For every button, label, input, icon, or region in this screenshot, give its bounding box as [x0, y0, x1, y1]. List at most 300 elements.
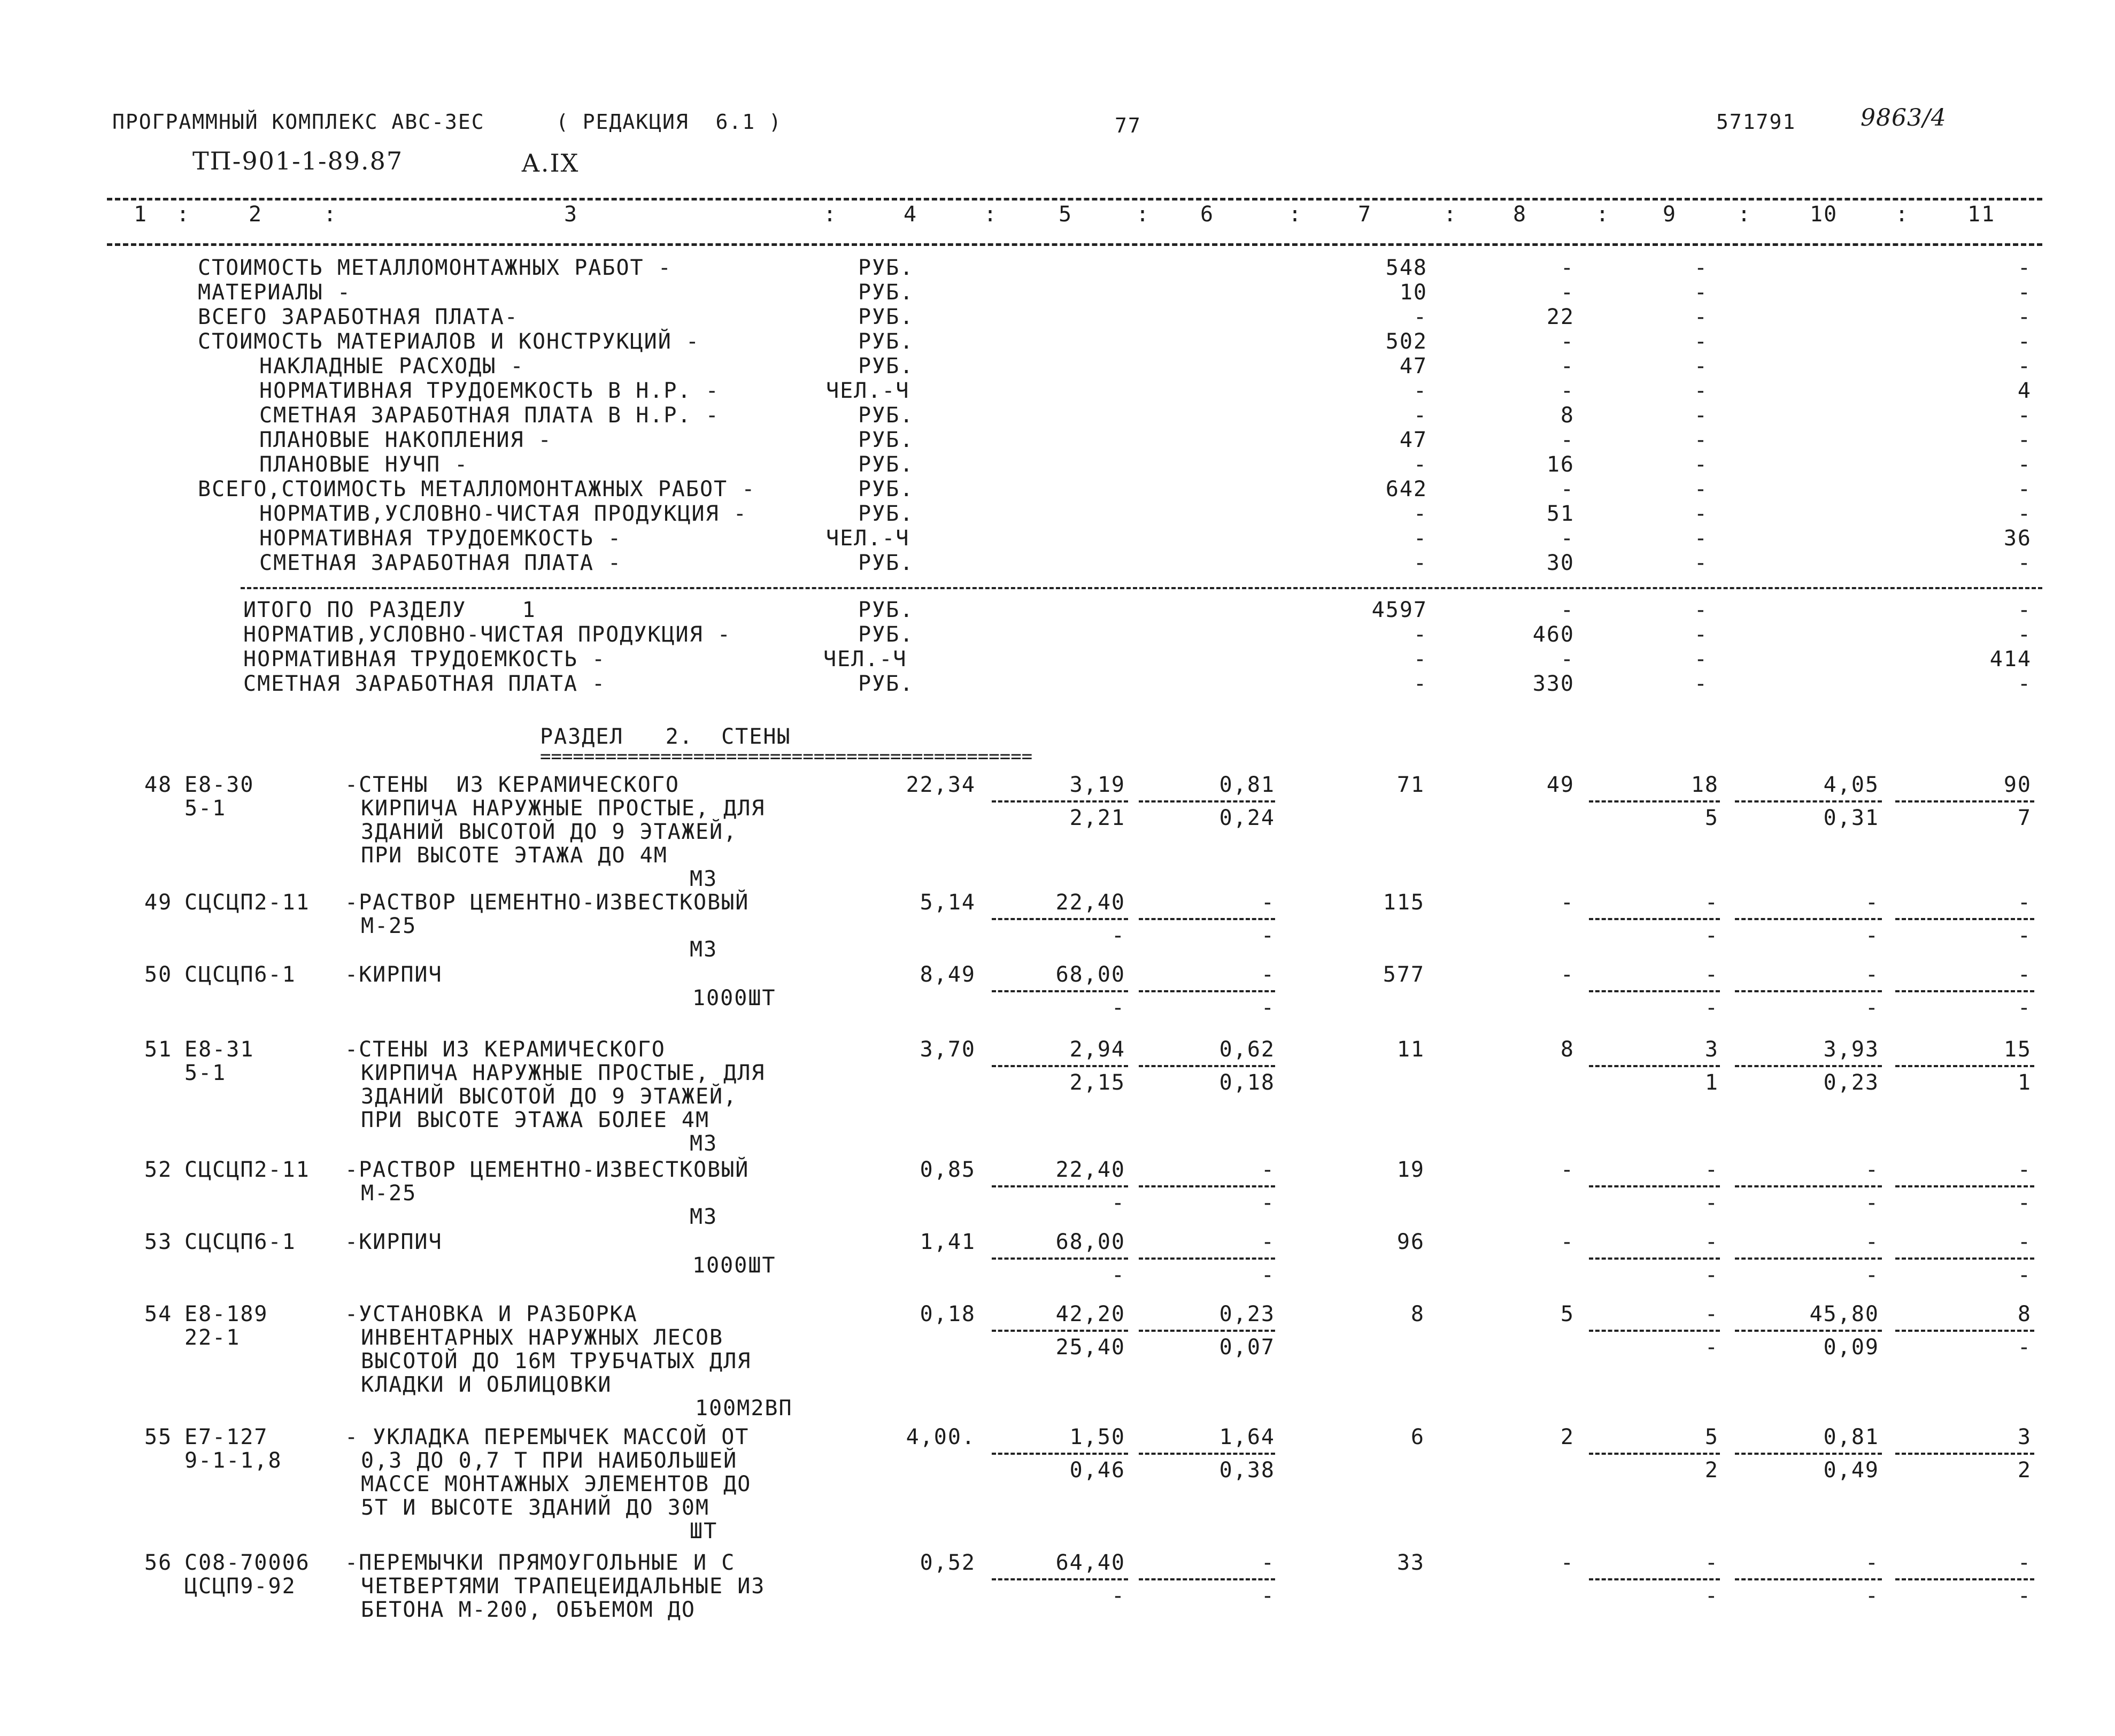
item-col11-lower: - — [2017, 1191, 2032, 1215]
item-col4: 5,14 — [920, 890, 976, 915]
item-col5-lower: - — [1111, 923, 1125, 948]
item-col9: - — [1704, 1550, 1719, 1575]
totals-col8: 330 — [1532, 672, 1574, 696]
summary-unit: РУБ. — [858, 428, 914, 452]
item-description-line: КЛАДКИ И ОБЛИЦОВКИ — [361, 1372, 612, 1397]
summary-label: СМЕТНАЯ ЗАРАБОТНАЯ ПЛАТА - — [259, 551, 622, 575]
item-col9-lower: - — [1704, 1335, 1719, 1360]
totals-col7: - — [1413, 672, 1427, 696]
summary-col7: 10 — [1399, 280, 1427, 305]
item-col11: 3 — [2017, 1425, 2032, 1449]
item-number: 56 — [144, 1550, 173, 1575]
summary-col11: - — [2017, 501, 2032, 526]
value-divider — [1895, 918, 2034, 920]
item-col9-lower: - — [1704, 1263, 1719, 1287]
item-col6: 0,62 — [1219, 1037, 1275, 1062]
totals-unit: РУБ. — [858, 622, 914, 647]
header-bottom-rule — [107, 243, 2042, 246]
totals-separator — [241, 587, 2042, 589]
value-divider — [1589, 1578, 1720, 1580]
summary-unit: РУБ. — [858, 329, 914, 354]
summary-col7: 47 — [1399, 354, 1427, 379]
summary-col7: - — [1413, 305, 1427, 329]
summary-col8: 51 — [1546, 501, 1574, 526]
totals-col9: - — [1694, 598, 1708, 622]
item-col4: 4,00. — [906, 1425, 976, 1449]
value-divider — [1735, 990, 1882, 992]
item-col5: 68,00 — [1055, 1230, 1125, 1254]
item-col11: 15 — [2003, 1037, 2032, 1062]
item-col6: - — [1261, 1550, 1275, 1575]
item-description-line: -КИРПИЧ — [345, 1230, 443, 1254]
item-description-line: 0,3 ДО 0,7 Т ПРИ НАИБОЛЬШЕЙ — [361, 1448, 738, 1473]
value-divider — [1895, 1578, 2034, 1580]
item-col11: - — [2017, 890, 2032, 915]
summary-col8: - — [1560, 477, 1574, 501]
summary-col11: - — [2017, 305, 2032, 329]
item-code: С08-70006 — [184, 1550, 310, 1575]
value-divider — [1139, 918, 1275, 920]
item-col10-lower: - — [1865, 923, 1879, 948]
item-col10-lower: 0,09 — [1823, 1335, 1879, 1360]
summary-col9: - — [1694, 452, 1708, 477]
summary-col8: 30 — [1546, 551, 1574, 575]
totals-label: НОРМАТИВНАЯ ТРУДОЕМКОСТЬ - — [243, 647, 606, 672]
item-description-line: КИРПИЧА НАРУЖНЫЕ ПРОСТЫЕ, ДЛЯ — [361, 796, 766, 821]
totals-col8: - — [1560, 647, 1574, 672]
item-col11-lower: 7 — [2017, 806, 2032, 830]
item-col5-lower: - — [1111, 1263, 1125, 1287]
value-divider — [1139, 1578, 1275, 1580]
value-divider — [1589, 800, 1720, 803]
item-col8: - — [1560, 890, 1574, 915]
item-col9: - — [1704, 962, 1719, 987]
summary-col9: - — [1694, 403, 1708, 428]
value-divider — [1589, 1330, 1720, 1332]
item-col11-lower: - — [2017, 1263, 2032, 1287]
item-description-line: -СТЕНЫ ИЗ КЕРАМИЧЕСКОГО — [345, 1037, 666, 1062]
item-col10-lower: - — [1865, 1584, 1879, 1608]
item-col5-lower: - — [1111, 1584, 1125, 1608]
summary-col11: - — [2017, 452, 2032, 477]
item-col10: 0,81 — [1823, 1425, 1879, 1449]
totals-label: СМЕТНАЯ ЗАРАБОТНАЯ ПЛАТА - — [243, 672, 606, 696]
totals-unit: РУБ. — [858, 672, 914, 696]
item-col10-lower: - — [1865, 1263, 1879, 1287]
edition-label: ( РЕДАКЦИЯ 6.1 ) — [556, 110, 782, 134]
item-code-secondary: ЦСЦП9-92 — [184, 1574, 296, 1599]
summary-col8: 22 — [1546, 305, 1574, 329]
value-divider — [1139, 1065, 1275, 1067]
summary-col8: - — [1560, 379, 1574, 403]
totals-col11: - — [2017, 598, 2032, 622]
project-number: ТП-901-1-89.87 — [192, 146, 404, 175]
item-col6-lower: 0,18 — [1219, 1070, 1275, 1095]
value-divider — [1139, 990, 1275, 992]
item-number: 55 — [144, 1425, 173, 1449]
item-col5: 68,00 — [1055, 962, 1125, 987]
column-header-11: 11 — [1967, 202, 1996, 227]
item-unit: 100М2ВП — [695, 1396, 793, 1421]
item-col6: 1,64 — [1219, 1425, 1275, 1449]
summary-col11: 4 — [2017, 379, 2032, 403]
item-description-line: ИНВЕНТАРНЫХ НАРУЖНЫХ ЛЕСОВ — [361, 1325, 724, 1350]
item-col9: 3 — [1704, 1037, 1719, 1062]
value-divider — [1735, 1453, 1882, 1455]
summary-col7: 502 — [1385, 329, 1427, 354]
value-divider — [992, 1185, 1128, 1187]
value-divider — [1895, 800, 2034, 803]
summary-col7: 548 — [1385, 256, 1427, 280]
item-code: Е7-127 — [184, 1425, 268, 1449]
item-col6-lower: - — [1261, 1263, 1275, 1287]
item-col5-lower: - — [1111, 996, 1125, 1020]
summary-unit: ЧЕЛ.-Ч — [826, 379, 910, 403]
item-col9: - — [1704, 890, 1719, 915]
item-unit: М3 — [690, 1131, 718, 1156]
section-underline: ============================================= — [540, 746, 1033, 767]
summary-col7: 47 — [1399, 428, 1427, 452]
item-col4: 1,41 — [920, 1230, 976, 1254]
item-description-line: М-25 — [361, 914, 417, 938]
summary-unit: РУБ. — [858, 403, 914, 428]
summary-unit: РУБ. — [858, 354, 914, 379]
totals-col11: - — [2017, 672, 2032, 696]
item-description-line: КИРПИЧА НАРУЖНЫЕ ПРОСТЫЕ, ДЛЯ — [361, 1061, 766, 1085]
item-col8: - — [1560, 1158, 1574, 1182]
item-code-secondary: 22-1 — [184, 1325, 241, 1350]
column-header-10: 10 — [1810, 202, 1838, 227]
value-divider — [1735, 800, 1882, 803]
item-col6-lower: 0,24 — [1219, 806, 1275, 830]
value-divider — [1589, 918, 1720, 920]
summary-col9: - — [1694, 501, 1708, 526]
item-col11: 8 — [2017, 1302, 2032, 1326]
item-col6: - — [1261, 962, 1275, 987]
item-col9-lower: - — [1704, 923, 1719, 948]
item-code: Е8-189 — [184, 1302, 268, 1326]
item-number: 51 — [144, 1037, 173, 1062]
totals-unit: РУБ. — [858, 598, 914, 622]
summary-label: НАКЛАДНЫЕ РАСХОДЫ - — [259, 354, 524, 379]
item-description-line: -ПЕРЕМЫЧКИ ПРЯМОУГОЛЬНЫЕ И С — [345, 1550, 736, 1575]
item-col5-lower: 25,40 — [1055, 1335, 1125, 1360]
item-col11: 90 — [2003, 773, 2032, 797]
item-description-line: 5Т И ВЫСОТЕ ЗДАНИЙ ДО 30М — [361, 1495, 710, 1520]
item-col7: 11 — [1396, 1037, 1425, 1062]
item-col9-lower: - — [1704, 1191, 1719, 1215]
summary-label: ПЛАНОВЫЕ НАКОПЛЕНИЯ - — [259, 428, 552, 452]
value-divider — [1139, 800, 1275, 803]
totals-label: ИТОГО ПО РАЗДЕЛУ 1 — [243, 598, 536, 622]
summary-label: НОРМАТИВНАЯ ТРУДОЕМКОСТЬ - — [259, 526, 622, 551]
item-col8: - — [1560, 1230, 1574, 1254]
value-divider — [1735, 1578, 1882, 1580]
item-description-line: -КИРПИЧ — [345, 962, 443, 987]
summary-label: СТОИМОСТЬ МАТЕРИАЛОВ И КОНСТРУКЦИЙ - — [198, 329, 700, 354]
item-unit: ШТ — [690, 1519, 718, 1544]
item-description-line: БЕТОНА М-200, ОБЪЕМОМ ДО — [361, 1598, 696, 1622]
value-divider — [992, 1257, 1128, 1260]
item-col11-lower: - — [2017, 1584, 2032, 1608]
item-col6: 0,23 — [1219, 1302, 1275, 1326]
value-divider — [992, 990, 1128, 992]
item-col11: - — [2017, 1230, 2032, 1254]
item-code-secondary: 5-1 — [184, 796, 227, 821]
value-divider — [992, 1330, 1128, 1332]
item-col6-lower: - — [1261, 1191, 1275, 1215]
item-col11-lower: - — [2017, 1335, 2032, 1360]
summary-col7: - — [1413, 452, 1427, 477]
item-col9: - — [1704, 1302, 1719, 1326]
column-header-7: 7 — [1358, 202, 1372, 227]
item-number: 54 — [144, 1302, 173, 1326]
item-description-line: ВЫСОТОЙ ДО 16М ТРУБЧАТЫХ ДЛЯ — [361, 1349, 752, 1374]
item-col7: 71 — [1396, 773, 1425, 797]
item-col9: - — [1704, 1158, 1719, 1182]
column-separator: : — [1444, 202, 1458, 227]
item-code: Е8-31 — [184, 1037, 254, 1062]
item-col4: 0,85 — [920, 1158, 976, 1182]
summary-col8: - — [1560, 329, 1574, 354]
value-divider — [1139, 1453, 1275, 1455]
summary-col9: - — [1694, 256, 1708, 280]
column-separator: : — [1288, 202, 1303, 227]
value-divider — [1735, 1185, 1882, 1187]
item-col5: 64,40 — [1055, 1550, 1125, 1575]
item-unit: М3 — [690, 937, 718, 962]
summary-col8: - — [1560, 526, 1574, 551]
item-col7: 577 — [1383, 962, 1425, 987]
item-description-line: ЗДАНИЙ ВЫСОТОЙ ДО 9 ЭТАЖЕЙ, — [361, 820, 738, 844]
value-divider — [1895, 1185, 2034, 1187]
value-divider — [1735, 918, 1882, 920]
totals-col9: - — [1694, 672, 1708, 696]
item-col8: 8 — [1560, 1037, 1574, 1062]
header-top-rule — [107, 198, 2042, 200]
totals-col9: - — [1694, 647, 1708, 672]
item-col10-lower: 0,31 — [1823, 806, 1879, 830]
item-col5-lower: 2,21 — [1069, 806, 1125, 830]
item-col9-lower: - — [1704, 996, 1719, 1020]
item-col6-lower: 0,38 — [1219, 1458, 1275, 1483]
value-divider — [1589, 1065, 1720, 1067]
item-description-line: ЧЕТВЕРТЯМИ ТРАПЕЦЕИДАЛЬНЫЕ ИЗ — [361, 1574, 766, 1599]
summary-label: НОРМАТИВ,УСЛОВНО-ЧИСТАЯ ПРОДУКЦИЯ - — [259, 501, 747, 526]
item-col5-lower: - — [1111, 1191, 1125, 1215]
summary-unit: РУБ. — [858, 280, 914, 305]
column-header-4: 4 — [904, 202, 918, 227]
value-divider — [1139, 1185, 1275, 1187]
summary-unit: ЧЕЛ.-Ч — [826, 526, 910, 551]
item-number: 49 — [144, 890, 173, 915]
item-col10-lower: - — [1865, 1191, 1879, 1215]
item-description-line: МАССЕ МОНТАЖНЫХ ЭЛЕМЕНТОВ ДО — [361, 1472, 752, 1496]
summary-col9: - — [1694, 428, 1708, 452]
item-unit: 1000ШТ — [692, 1253, 776, 1278]
value-divider — [992, 800, 1128, 803]
column-header-5: 5 — [1059, 202, 1073, 227]
item-description-line: -СТЕНЫ ИЗ КЕРАМИЧЕСКОГО — [345, 773, 680, 797]
totals-col9: - — [1694, 622, 1708, 647]
item-col10: 3,93 — [1823, 1037, 1879, 1062]
item-unit: М3 — [690, 867, 718, 891]
column-header-8: 8 — [1513, 202, 1527, 227]
column-separator: : — [176, 202, 191, 227]
item-col10-lower: 0,23 — [1823, 1070, 1879, 1095]
page-number: 77 — [1115, 114, 1141, 137]
item-col6-lower: 0,07 — [1219, 1335, 1275, 1360]
section-title: РАЗДЕЛ 2. СТЕНЫ — [540, 724, 791, 749]
item-col10: - — [1865, 1230, 1879, 1254]
item-col6: - — [1261, 1158, 1275, 1182]
item-col5: 22,40 — [1055, 890, 1125, 915]
summary-col9: - — [1694, 280, 1708, 305]
item-col8: - — [1560, 962, 1574, 987]
value-divider — [992, 1578, 1128, 1580]
item-col9: 18 — [1691, 773, 1719, 797]
item-col10: - — [1865, 1158, 1879, 1182]
totals-col8: - — [1560, 598, 1574, 622]
column-separator: : — [323, 202, 338, 227]
summary-col7: - — [1413, 403, 1427, 428]
item-col7: 33 — [1396, 1550, 1425, 1575]
item-description-line: - УКЛАДКА ПЕРЕМЫЧЕК МАССОЙ ОТ — [345, 1425, 750, 1449]
item-col9-lower: 2 — [1704, 1458, 1719, 1483]
summary-col9: - — [1694, 477, 1708, 501]
item-code: СЦСЦП2-11 — [184, 890, 310, 915]
summary-col9: - — [1694, 526, 1708, 551]
item-description-line: ПРИ ВЫСОТЕ ЭТАЖА ДО 4М — [361, 843, 668, 868]
item-col10: - — [1865, 1550, 1879, 1575]
document-code: 571791 — [1716, 110, 1796, 134]
totals-col7: 4597 — [1371, 598, 1427, 622]
item-col10: - — [1865, 962, 1879, 987]
summary-unit: РУБ. — [858, 477, 914, 501]
item-col8: 2 — [1560, 1425, 1574, 1449]
value-divider — [1895, 990, 2034, 992]
summary-unit: РУБ. — [858, 305, 914, 329]
item-description-line: ПРИ ВЫСОТЕ ЭТАЖА БОЛЕЕ 4М — [361, 1108, 710, 1132]
value-divider — [1735, 1330, 1882, 1332]
item-code-secondary: 5-1 — [184, 1061, 227, 1085]
item-description-line: М-25 — [361, 1181, 417, 1206]
item-col7: 96 — [1396, 1230, 1425, 1254]
summary-col7: - — [1413, 526, 1427, 551]
item-description-line: -УСТАНОВКА И РАЗБОРКА — [345, 1302, 638, 1326]
column-separator: : — [984, 202, 998, 227]
summary-col7: - — [1413, 501, 1427, 526]
item-col4: 3,70 — [920, 1037, 976, 1062]
column-header-1: 1 — [134, 202, 148, 227]
summary-col7: - — [1413, 551, 1427, 575]
column-separator: : — [1596, 202, 1610, 227]
summary-unit: РУБ. — [858, 452, 914, 477]
item-col5: 22,40 — [1055, 1158, 1125, 1182]
item-number: 52 — [144, 1158, 173, 1182]
value-divider — [1895, 1257, 2034, 1260]
item-col8: 49 — [1546, 773, 1574, 797]
item-col7: 115 — [1383, 890, 1425, 915]
item-col6-lower: - — [1261, 1584, 1275, 1608]
totals-col8: 460 — [1532, 622, 1574, 647]
item-number: 50 — [144, 962, 173, 987]
summary-col11: - — [2017, 428, 2032, 452]
item-col4: 0,18 — [920, 1302, 976, 1326]
column-header-2: 2 — [249, 202, 263, 227]
summary-col11: - — [2017, 329, 2032, 354]
totals-col11: 414 — [1989, 647, 2032, 672]
item-col5: 3,19 — [1069, 773, 1125, 797]
summary-col8: - — [1560, 354, 1574, 379]
item-code-secondary: 9-1-1,8 — [184, 1448, 282, 1473]
item-col9: 5 — [1704, 1425, 1719, 1449]
item-number: 53 — [144, 1230, 173, 1254]
item-col11-lower: 2 — [2017, 1458, 2032, 1483]
column-separator: : — [823, 202, 838, 227]
summary-label: МАТЕРИАЛЫ - — [198, 280, 351, 305]
value-divider — [1589, 1453, 1720, 1455]
item-col7: 8 — [1410, 1302, 1425, 1326]
summary-unit: РУБ. — [858, 501, 914, 526]
summary-col7: 642 — [1385, 477, 1427, 501]
item-col5-lower: 0,46 — [1069, 1458, 1125, 1483]
summary-col9: - — [1694, 305, 1708, 329]
album-number: А.IX — [521, 149, 580, 178]
summary-col11: - — [2017, 477, 2032, 501]
item-col4: 22,34 — [906, 773, 976, 797]
item-col4: 0,52 — [920, 1550, 976, 1575]
item-col5: 42,20 — [1055, 1302, 1125, 1326]
value-divider — [1735, 1065, 1882, 1067]
value-divider — [1589, 1185, 1720, 1187]
item-col5: 2,94 — [1069, 1037, 1125, 1062]
item-description-line: -РАСТВОР ЦЕМЕНТНО-ИЗВЕСТКОВЫЙ — [345, 890, 750, 915]
value-divider — [992, 918, 1128, 920]
summary-label: ВСЕГО,СТОИМОСТЬ МЕТАЛЛОМОНТАЖНЫХ РАБОТ - — [198, 477, 756, 501]
value-divider — [1895, 1065, 2034, 1067]
value-divider — [1139, 1330, 1275, 1332]
summary-col9: - — [1694, 379, 1708, 403]
column-header-9: 9 — [1663, 202, 1677, 227]
item-col6: - — [1261, 890, 1275, 915]
summary-col11: - — [2017, 551, 2032, 575]
item-col9-lower: 1 — [1704, 1070, 1719, 1095]
value-divider — [1735, 1257, 1882, 1260]
value-divider — [1589, 990, 1720, 992]
summary-col9: - — [1694, 551, 1708, 575]
item-col6: - — [1261, 1230, 1275, 1254]
summary-col9: - — [1694, 329, 1708, 354]
item-col5-lower: 2,15 — [1069, 1070, 1125, 1095]
summary-label: ВСЕГО ЗАРАБОТНАЯ ПЛАТА- — [198, 305, 519, 329]
summary-col11: - — [2017, 403, 2032, 428]
item-col9: - — [1704, 1230, 1719, 1254]
item-code: СЦСЦП2-11 — [184, 1158, 310, 1182]
totals-unit: ЧЕЛ.-Ч — [823, 647, 907, 672]
summary-col8: - — [1560, 428, 1574, 452]
totals-label: НОРМАТИВ,УСЛОВНО-ЧИСТАЯ ПРОДУКЦИЯ - — [243, 622, 731, 647]
summary-label: СМЕТНАЯ ЗАРАБОТНАЯ ПЛАТА В Н.Р. - — [259, 403, 720, 428]
summary-col8: - — [1560, 280, 1574, 305]
item-col6: 0,81 — [1219, 773, 1275, 797]
item-col11: - — [2017, 962, 2032, 987]
item-code: СЦСЦП6-1 — [184, 1230, 296, 1254]
summary-unit: РУБ. — [858, 551, 914, 575]
program-title: ПРОГРАММНЫЙ КОМПЛЕКС АВС-3ЕС — [112, 110, 485, 134]
summary-col8: 16 — [1546, 452, 1574, 477]
handwritten-reference: 9863/4 — [1861, 104, 1947, 132]
